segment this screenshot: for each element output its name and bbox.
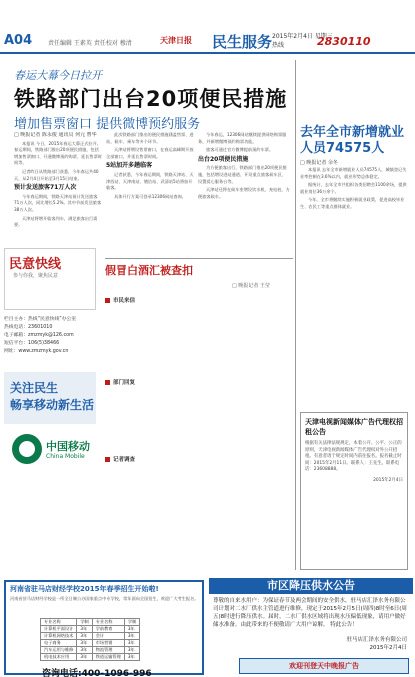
table-cell: 3年 [124, 633, 139, 640]
table-cell: 学制 [124, 619, 139, 626]
table-cell: 3年 [124, 654, 139, 661]
water-notice-title: 市区降压供水公告 [209, 578, 413, 594]
china-mobile-name-en: China Mobile [46, 453, 85, 460]
contact-line: 电子邮箱：zmzmyk@126.com [4, 333, 74, 338]
table-cell: 铁道运输管理 [92, 654, 124, 661]
table-cell: 3年 [77, 654, 92, 661]
paragraph: 本报讯 今日，2015年春运大幕正式拉开。春运期间，铁路部门推出20项便民措施，包括增加售票窗口、开通微博预约购票、延长售票时间等。 [14, 140, 102, 166]
notice-ad-date: 2015年2月4日 [373, 477, 403, 483]
table-cell: 3年 [124, 647, 139, 654]
notice-ad [300, 412, 408, 570]
table-cell: 计算机网络技术 [41, 633, 77, 640]
main-byline: □ 晚报记者 陈永俊 通讯员 何元 曹华 [14, 132, 97, 138]
water-notice-thanks: 特此公告！ [330, 622, 358, 628]
water-notice-company: 驻马店汇泽水务有限公司 [346, 637, 407, 643]
mobile-promo-box [4, 372, 96, 424]
table-cell: 学前教育 [92, 626, 124, 633]
table-cell: 汽车运用与维修 [41, 647, 77, 654]
table-row [41, 626, 140, 633]
water-notice-body [213, 597, 409, 629]
minyi-kuaixian-title: 民意快线 [9, 257, 62, 272]
paragraph: 记者昨日从铁路部门获悉，今年春运共40天，从2月4日开始至3月15日结束。 [14, 168, 99, 181]
table-row [41, 640, 140, 647]
paragraph: 记者获悉，今年春运期间，铁路天津站、天津西站、天津南站、塘沽站、武清站5站将加开临客。 [106, 171, 194, 191]
minyi-kuaixian-subtitle: 参与你我，聚焦民意 [13, 273, 59, 279]
mobile-promo-text: 关注民生 畅享移动新生活 [10, 381, 95, 412]
paragraph: 今年，全市将继续实施积极就业政策，促进高校毕业生、农民工等重点群体就业。 [300, 197, 405, 209]
page-number: A04 [4, 33, 33, 48]
school-ad [4, 580, 204, 675]
ad-banner: 欢迎刊登天中晚报广告 [239, 658, 409, 674]
main-kicker: 春运大幕今日拉开 [14, 69, 102, 82]
contact-line: 栏目主办：热线“民意快线”办公室 [4, 317, 77, 322]
wine-tag-investigation: 记者调查 [105, 455, 135, 463]
paragraph: 天津站将增开临客列车，满足旅客出行需要。 [14, 215, 98, 228]
wine-tag-reply: 部门回复 [105, 378, 135, 386]
paragraph: 此次铁路部门推出的便民措施涵盖售票、进站、候车、乘车等多个环节。 [106, 132, 194, 144]
main-subhead: 增加售票窗口 提供微博预约服务 [14, 117, 201, 132]
issue-date: 2015年2月4日 星期三 [272, 33, 333, 40]
section-title: 民生服务 [212, 33, 273, 51]
table-cell: 3年 [77, 640, 92, 647]
side-headline: 去年全市新增就业人员74575人 [300, 125, 405, 156]
table-row [41, 654, 140, 661]
wine-column-1 [105, 306, 195, 376]
table-row [41, 647, 140, 654]
masthead [0, 0, 415, 52]
water-notice-signature [346, 636, 407, 652]
contact-line: 热线电话：23601010 [4, 325, 53, 330]
table-row [41, 633, 140, 640]
paragraph: 天津站还将在候车室增设饮水机、充电桩，方便旅客候车。 [198, 187, 290, 199]
main-column-1 [14, 132, 102, 254]
top-rule [0, 52, 415, 54]
hotline-label: 热线 [272, 42, 285, 49]
school-ad-title: 河南省驻马店财经学校2015年春季招生开始啦! [10, 585, 159, 593]
paper-logo: 天津日报 [160, 36, 192, 45]
notice-ad-body: 根据有关法律法规规定，本着公开、公平、公正的原则，天津电视新闻媒体广告代理权对外公开招租。有意者请于规定时间内前往报名。报名截止时间：2015年2月11日。联系人：王先生。联系电话：23608888。 [305, 441, 402, 473]
table-cell: 计算机平面设计 [41, 626, 77, 633]
table-cell: 学制 [77, 619, 92, 626]
school-phone: 咨询电话:400-1096-996 [42, 669, 152, 677]
water-notice-text: 尊敬的自来水用户：为保证春节及两会期间的安全供水，驻马店汇泽水务有限公司计划对二水厂供水主管道进行维修，现定于2015年2月5日(周四)8时至6日(周五)8时进行降压供水。届时，二水厂供水区域将出现水压偏低现象，请用户做好储水准备。由此带来的不便敬请广大用户谅解。 [213, 598, 407, 628]
water-notice-date: 2015年2月4日 [369, 645, 407, 651]
china-mobile-ad [4, 430, 96, 476]
hotline-number: 2830110 [317, 35, 371, 48]
paragraph: 旅客可通过官方微博提前预约车票。 [206, 147, 274, 153]
table-cell: 物流管理 [92, 647, 124, 654]
table-cell: 机电技术应用 [41, 654, 77, 661]
main-column-3 [198, 132, 290, 254]
table-cell: 市场营销 [92, 640, 124, 647]
table-cell: 3年 [77, 647, 92, 654]
program-table [40, 618, 140, 661]
paragraph: 今年春运期间，铁路天津站预计发送旅客71万人次，同比增长5.2%。其中节前发送旅客38万人次。 [14, 193, 102, 212]
paragraph: 天津站将增设售票窗口，在春运高峰期开放全部窗口，并延长售票时间。 [106, 147, 194, 159]
school-ad-body: 河南省驻马店财经学校是一所全日制公办国家重点中专学校，常年面向全国招生，欢迎广大考生报名。 [10, 596, 199, 601]
contact-line: 网址：www.zmzmyk.gov.cn [4, 349, 69, 354]
paragraph: 本报讯 去年全市新增就业人员74575人，城镇登记失业率控制在3.6%以内，就业形势总体稳定。 [300, 167, 407, 179]
paragraph: 据统计，去年全市共组织各类招聘会1100余场，提供就业岗位36万余个。 [300, 182, 407, 194]
section-heading: 出台20项便民措施 [198, 155, 249, 163]
wine-byline: □ 晚报记者 王莹 [232, 283, 270, 289]
wine-tag-letter: 市民来信 [105, 296, 135, 304]
water-notice [209, 578, 413, 675]
section-heading: 预计发送旅客71万人次 [14, 184, 77, 192]
side-byline: □ 晚报记者 余冬 [300, 160, 338, 166]
china-mobile-name: 中国移动 [46, 440, 90, 453]
main-column-2 [106, 132, 194, 254]
table-row [41, 619, 140, 626]
main-headline: 铁路部门出台20项便民措施 [14, 87, 288, 111]
editor-credits: 责任编辑 王素英 责任校对 穆清 [48, 40, 132, 47]
table-cell: 专业名称 [92, 619, 124, 626]
paragraph: 为方便旅客出行，铁路部门推出20项便民措施，包括增设进站通道、开设重点旅客候车区、设置爱心服务台等。 [198, 165, 287, 184]
table-cell: 3年 [124, 626, 139, 633]
minyi-kuaixian-box [4, 248, 96, 310]
table-cell: 专业名称 [41, 619, 77, 626]
section-rule [105, 258, 293, 259]
section-heading: 5站加开多趟临客 [106, 162, 153, 170]
table-cell: 会计 [92, 633, 124, 640]
notice-ad-title: 天津电视新闻媒体广告代理权招租公告 [305, 418, 403, 436]
paragraph: 具体开行方案可登录12306网站查询。 [114, 193, 186, 199]
table-cell: 3年 [77, 626, 92, 633]
contact-line: 短信平台：106(5)38466 [4, 341, 60, 346]
table-cell: 3年 [124, 640, 139, 647]
paragraph: 今年春运，12306网站继续提供网络购票服务，并新增微博预约购票功能。 [198, 132, 287, 144]
side-column [300, 167, 408, 407]
wine-headline: 假冒白酒汇被查扣 [105, 264, 193, 277]
column-divider [295, 60, 296, 570]
china-mobile-logo-icon [12, 434, 42, 464]
table-cell: 电子商务 [41, 640, 77, 647]
table-cell: 3年 [77, 633, 92, 640]
minyi-kuaixian-contact [4, 316, 96, 356]
